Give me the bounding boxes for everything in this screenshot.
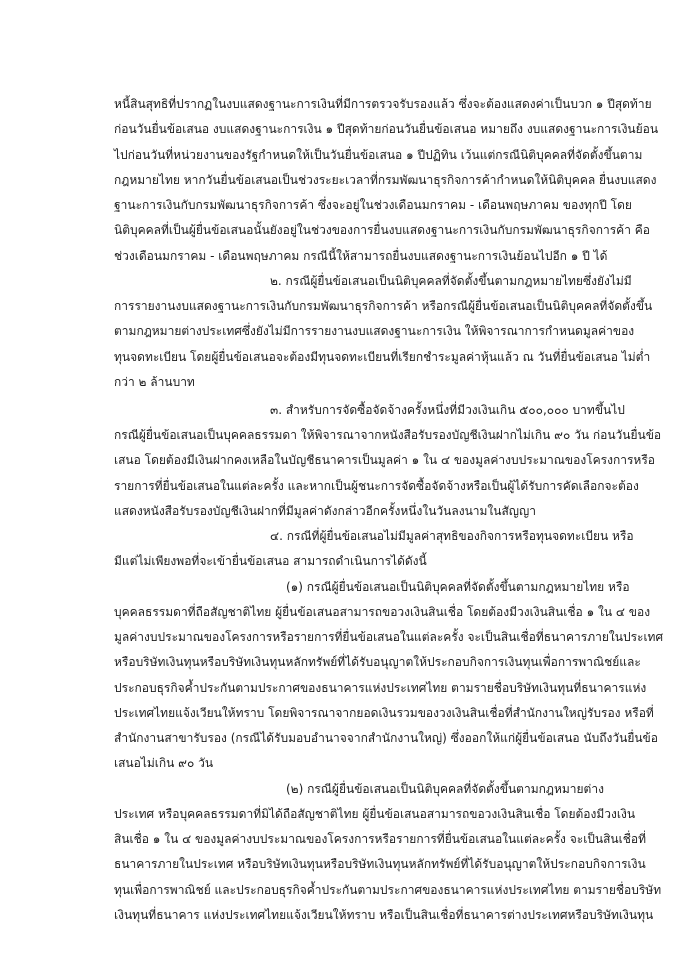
paragraph-line: ทุนจดทะเบียน โดยผู้ยื่นข้อเสนอจะต้องมีทุนจดทะเบียนที่เรียกชำระมูลค่าหุ้นแล้ว ณ วันที่ยื่นข้อเสนอ ไม่ต่ำ: [114, 350, 651, 364]
paragraph-line: มูลค่างบประมาณของโครงการหรือรายการที่ยื่นข้อเสนอในแต่ละครั้ง จะเป็นสินเชื่อที่ธนาคารภายในประเทศ: [114, 630, 664, 644]
paragraph-line: ไปก่อนวันที่หน่วยงานของรัฐกำหนดให้เป็นวันยื่นข้อเสนอ ๑ ปีปฏิทิน เว้นแต่กรณีนิติบุคคลที่จัดตั้งขึ้นตาม: [114, 148, 643, 162]
paragraph-line: ประกอบธุรกิจค้ำประกันตามประกาศของธนาคารแห่งประเทศไทย ตามรายชื่อบริษัทเงินทุนที่ธนาคารแห่ง: [114, 681, 647, 695]
paragraph-line: ประเทศ หรือบุคคลธรรมดาที่มิได้ถือสัญชาติไทย ผู้ยื่นข้อเสนอสามารถขอวงเงินสินเชื่อ โดยต้องมีวงเงิน: [114, 807, 636, 821]
paragraph-line: ช่วงเดือนมกราคม - เดือนพฤษภาคม กรณีนี้ให้สามารถยื่นงบแสดงฐานะการเงินย้อนไปอีก ๑ ปี ได้: [114, 249, 608, 263]
paragraph-line: การรายงานงบแสดงฐานะการเงินกับกรมพัฒนาธุรกิจการค้า หรือกรณีผู้ยื่นข้อเสนอเป็นนิติบุคคลที่จัดตั้งขึ้น: [114, 299, 653, 313]
item-4-heading: ๔. กรณีที่ผู้ยื่นข้อเสนอไม่มีมูลค่าสุทธิของกิจการหรือทุนจดทะเบียน หรือ: [270, 529, 634, 543]
paragraph-line: เสนอ โดยต้องมีเงินฝากคงเหลือในบัญชีธนาคารเป็นมูลค่า ๑ ใน ๔ ของมูลค่างบประมาณของโครงการหรือ: [114, 453, 655, 467]
paragraph-line: มีแต่ไม่เพียงพอที่จะเข้ายื่นข้อเสนอ สามารถดำเนินการได้ดังนี้: [114, 554, 427, 568]
paragraph-line: หรือบริษัทเงินทุนหรือบริษัทเงินทุนหลักทรัพย์ที่ได้รับอนุญาตให้ประกอบกิจการเงินทุนเพื่อการพาณิชย์และ: [114, 655, 641, 669]
item-2-heading: ๒. กรณีผู้ยื่นข้อเสนอเป็นนิติบุคคลที่จัดตั้งขึ้นตามกฎหมายไทยซึ่งยังไม่มี: [270, 274, 632, 288]
paragraph-line: กว่า ๒ ล้านบาท: [114, 375, 195, 389]
item-3-heading: ๓. สำหรับการจัดซื้อจัดจ้างครั้งหนึ่งที่มีวงเงินเกิน ๕๐๐,๐๐๐ บาทขึ้นไป: [270, 403, 625, 417]
paragraph-line: ฐานะการเงินกับกรมพัฒนาธุรกิจการค้า ซึ่งจะอยู่ในช่วงเดือนมกราคม - เดือนพฤษภาคม ของทุกปี โดย: [114, 198, 632, 212]
paragraph-line: สินเชื่อ ๑ ใน ๔ ของมูลค่างบประมาณของโครงการหรือรายการที่ยื่นข้อเสนอในแต่ละครั้ง จะเป็นสินเชื่อที่: [114, 832, 647, 846]
paragraph-line: ตามกฎหมายต่างประเทศซึ่งยังไม่มีการรายงานงบแสดงฐานะการเงิน ให้พิจารณาการกำหนดมูลค่าของ: [114, 324, 635, 338]
subitem-2-heading: (๒) กรณีผู้ยื่นข้อเสนอเป็นนิติบุคคลที่จัดตั้งขึ้นตามกฎหมายต่าง: [286, 782, 604, 796]
paragraph-line: เสนอไม่เกิน ๙๐ วัน: [114, 756, 214, 770]
paragraph-line: ประเทศไทยแจ้งเวียนให้ทราบ โดยพิจารณาจากยอดเงินรวมของวงเงินสินเชื่อที่สำนักงานใหญ่รับรอง หรือที่: [114, 706, 654, 720]
paragraph-line: บุคคลธรรมดาที่ถือสัญชาติไทย ผู้ยื่นข้อเสนอสามารถขอวงเงินสินเชื่อ โดยต้องมีวงเงินสินเชื่อ ๑ ใน ๔ ของ: [114, 605, 651, 619]
subitem-1-heading: (๑) กรณีผู้ยื่นข้อเสนอเป็นนิติบุคคลที่จัดตั้งขึ้นตามกฎหมายไทย หรือ: [286, 580, 630, 594]
paragraph-line: รายการที่ยื่นข้อเสนอในแต่ละครั้ง และหากเป็นผู้ชนะการจัดซื้อจัดจ้างหรือเป็นผู้ได้รับการคัดเลือกจะต้อง: [114, 479, 639, 493]
paragraph-line: นิติบุคคลที่เป็นผู้ยื่นข้อเสนอนั้นยังอยู่ในช่วงของการยื่นงบแสดงฐานะการเงินกับกรมพัฒนาธุรกิจการค้า คือ: [114, 223, 650, 237]
paragraph-line: กรณีผู้ยื่นข้อเสนอเป็นบุคคลธรรมดา ให้พิจารณาจากหนังสือรับรองบัญชีเงินฝากไม่เกิน ๙๐ วัน ก่อนวันยื่นข้อ: [114, 428, 662, 442]
paragraph-line: หนี้สินสุทธิที่ปรากฏในงบแสดงฐานะการเงินที่มีการตรวจรับรองแล้ว ซึ่งจะต้องแสดงค่าเป็นบวก ๑ ปีสุดท้าย: [114, 97, 652, 111]
paragraph-line: ก่อนวันยื่นข้อเสนอ งบแสดงฐานะการเงิน ๑ ปีสุดท้ายก่อนวันยื่นข้อเสนอ หมายถึง งบแสดงฐานะการเงินย้อน: [114, 122, 659, 136]
paragraph-line: แสดงหนังสือรับรองบัญชีเงินฝากที่มีมูลค่าดังกล่าวอีกครั้งหนึ่งในวันลงนามในสัญญา: [114, 504, 536, 518]
paragraph-line: เงินทุนที่ธนาคาร แห่งประเทศไทยแจ้งเวียนให้ทราบ หรือเป็นสินเชื่อที่ธนาคารต่างประเทศหรือบริษัทเงินทุน: [114, 908, 654, 922]
paragraph-line: ทุนเพื่อการพาณิชย์ และประกอบธุรกิจค้ำประกันตามประกาศของธนาคารแห่งประเทศไทย ตามรายชื่อบริษัท: [114, 883, 662, 897]
paragraph-line: กฎหมายไทย หากวันยื่นข้อเสนอเป็นช่วงระยะเวลาที่กรมพัฒนาธุรกิจการค้ากำหนดให้นิติบุคคล ยื่นงบแสดง: [114, 173, 657, 187]
paragraph-line: สำนักงานสาขารับรอง (กรณีได้รับมอบอำนาจจากสำนักงานใหญ่) ซึ่งออกให้แก่ผู้ยื่นข้อเสนอ นับถึงวันยื่นข้อ: [114, 731, 658, 745]
paragraph-line: ธนาคารภายในประเทศ หรือบริษัทเงินทุนหรือบริษัทเงินทุนหลักทรัพย์ที่ได้รับอนุญาตให้ประกอบกิจการเงิน: [114, 857, 646, 871]
